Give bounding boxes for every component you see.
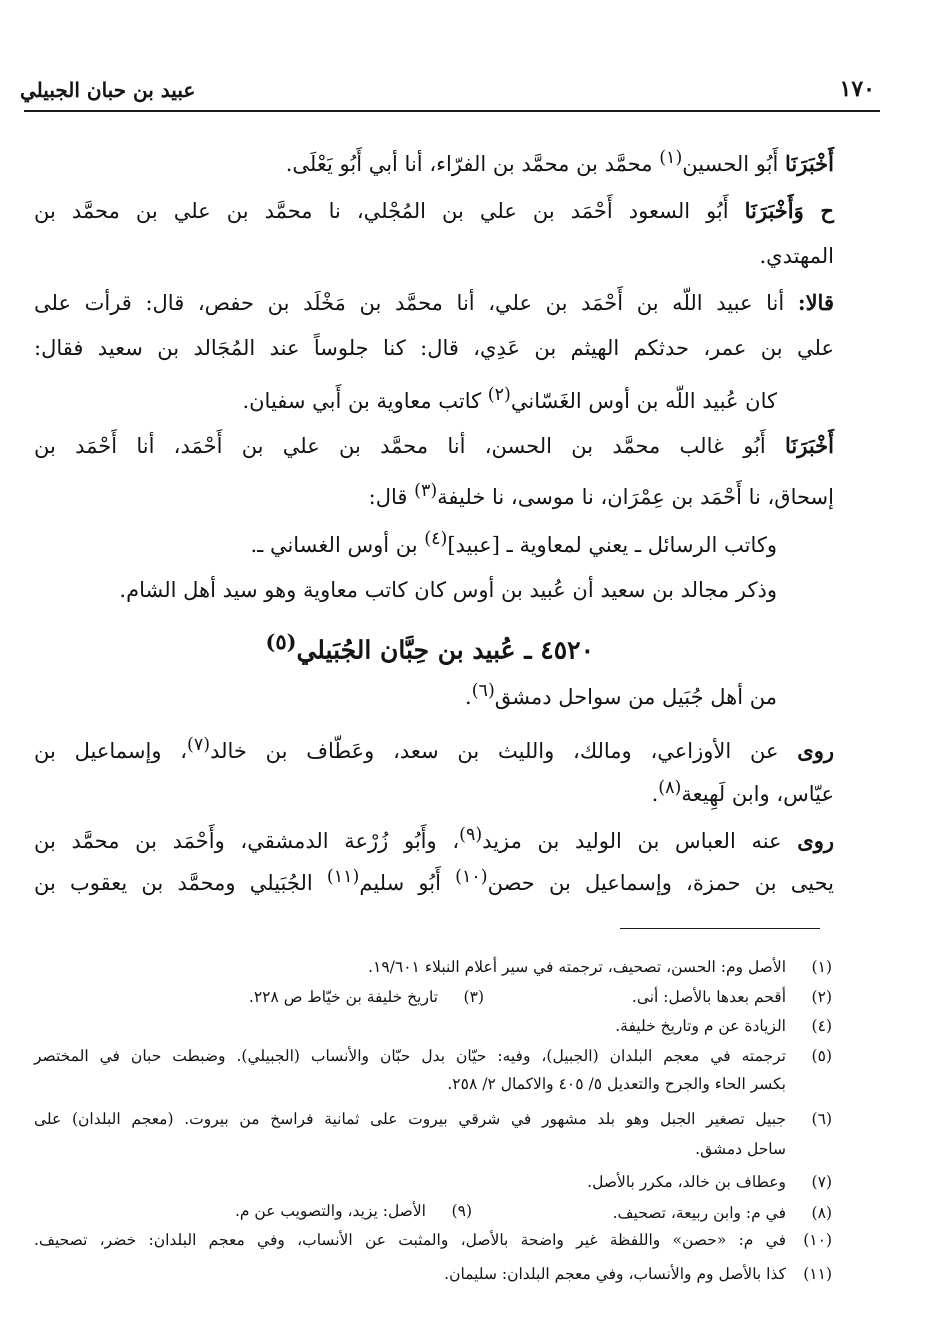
page-number: ١٧٠ xyxy=(839,76,875,102)
footnote-3: (٣)تاريخ خليفة بن خيّاط ص ٢٢٨. xyxy=(248,988,484,1006)
footnote-ref: (٥) xyxy=(265,629,297,654)
footnote-ref: (١٠) xyxy=(455,867,488,887)
text-line-9: وكاتب الرسائل ـ يعني لمعاوية ـ [عبيد]$^{(٤)}$ بن أوس الغساني ـ. xyxy=(250,529,777,557)
footnote-ref: (٨) xyxy=(658,778,682,798)
footnote-ref: (٩) xyxy=(459,825,483,845)
footnote-ref: (٤) xyxy=(424,529,448,549)
footnote-ref: (٣) xyxy=(414,481,438,501)
text-line-5: علي بن عمر، حدثكم الهيثم بن عَدِي، قال: كنا جلوساً عند المُجَالد بن سعيد فقال: xyxy=(34,336,834,360)
footnote-5: (٥)ترجمته في معجم البلدان (الجبيل)، وفيه: حيّان بدل حبّان والأنساب (الجبيلي). وضبطت حبان في المختصر xyxy=(34,1047,832,1065)
text-line-7: أَخْبَرَنَا أَبُو غالب محمَّد بن الحسن، أنا محمَّد بن علي بن أَحْمَد، أنا أَحْمَد بن xyxy=(34,433,834,458)
text-line-10: وذكر مجالد بن سعيد أن عُبيد بن أوس كان كاتب معاوية وهو سيد أهل الشام. xyxy=(119,578,777,602)
text-line-12: من أهل جُبَيل من سواحل دمشق$^{(٦)}$. xyxy=(465,681,777,709)
footnote-1: (١)الأصل وم: الحسن، تصحيف، ترجمته في سير أعلام النبلاء ١٩/٦٠١. xyxy=(368,958,832,976)
footnote-ref: (٢) xyxy=(487,385,511,405)
text-line-8: إسحاق، نا أَحْمَد بن عِمْرَان، نا موسى، نا خليفة$^{(٣)}$ قال: xyxy=(368,481,834,509)
footnote-7: (٧)وعطاف بن خالد، مكرر بالأصل. xyxy=(587,1173,832,1191)
footnote-11: (١١)كذا بالأصل وم والأنساب، وفي معجم البلدان: سليمان. xyxy=(444,1265,832,1283)
entry-heading: ٤٥٢٠ ـ عُبيد بن حِبَّان الجُبَيلي$^{(٥)}$ xyxy=(265,629,594,665)
text-line-13: روى عن الأوزاعي، ومالك، والليث بن سعد، وعَطّاف بن خالد$^{(٧)}$، وإسماعيل بن xyxy=(34,735,834,763)
footnote-10: (١٠)في م: «حصن» واللفظة غير واضحة بالأصل، والمثبت عن الأنساب، وفي معجم البلدان: خضر، تصحيف. xyxy=(34,1231,832,1249)
footnote-9: (٩)الأصل: يزيد، والتصويب عن م. xyxy=(234,1202,472,1220)
text-line-14: عيّاس، وابن لَهِيعة$^{(٨)}$. xyxy=(651,778,834,806)
footnote-ref: (١١) xyxy=(326,867,360,887)
footnote-ref: (٧) xyxy=(187,735,211,755)
text-line-4: قالا: أنا عبيد اللّه بن أَحْمَد بن علي، أنا محمَّد بن مَخْلَد بن حفص، قال: قرأت على xyxy=(34,290,834,315)
footnote-ref: (٦) xyxy=(471,681,495,701)
footnote-separator xyxy=(620,928,820,929)
footnote-6-cont: ساحل دمشق. xyxy=(695,1140,786,1158)
text-line-16: يحيى بن حمزة، وإسماعيل بن حصن$^{(١٠)}$ أَبُو سليم$^{(١١)}$ الجُبَيلي ومحمَّد بن يعقوب بن xyxy=(34,867,835,895)
footnote-2: (٢)أقحم بعدها بالأصل: أنى. xyxy=(631,988,832,1006)
footnote-5-cont: بكسر الحاء والجرح والتعديل ٥/ ٤٠٥ والاكمال ٢/ ٢٥٨. xyxy=(447,1075,786,1093)
text-line-6: كان عُبيد اللّه بن أوس الغَسّاني$^{(٢)}$ كاتب معاوية بن أَبي سفيان. xyxy=(242,385,777,413)
text-line-2: ح وَأَخْبَرَنَا أَبُو السعود أَحْمَد بن علي بن المُجْلي، نا محمَّد بن علي بن محمَّد بن xyxy=(34,198,834,223)
text-line-3: المهتدي. xyxy=(759,244,834,268)
header-rule xyxy=(24,110,880,112)
footnote-4: (٤)الزيادة عن م وتاريخ خليفة. xyxy=(615,1017,832,1035)
text-line-1: أَخْبَرَنَا أَبُو الحسين$^{(١)}$ محمَّد بن محمَّد بن الفرّاء، أنا أبي أَبُو يَعْلَى. xyxy=(285,148,834,176)
text-line-15: روى عنه العباس بن الوليد بن مزيد$^{(٩)}$، وأَبُو زُرْعة الدمشقي، وأَحْمَد بن محمَّد بن xyxy=(34,825,834,853)
footnote-8: (٨)في م: وابن ربيعة، تصحيف. xyxy=(612,1204,832,1222)
footnote-6: (٦)جبيل تصغير الجبل وهو بلد مشهور في شرقي بيروت على ثمانية فراسخ من بيروت. (معجم البلدان) على xyxy=(34,1110,832,1128)
footnote-ref: (١) xyxy=(659,148,683,168)
running-title: عبيد بن حبان الجبيلي xyxy=(20,78,196,102)
